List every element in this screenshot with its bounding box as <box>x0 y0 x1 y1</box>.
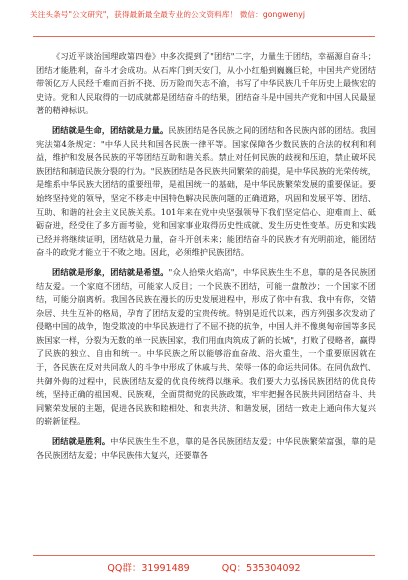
paragraph-text: 民族团结是各民族之间的团结和各民族内部的团结。我国宪法第4条规定："中华人民共和国各民族一律平等。国家保障各少数民族的合法的权利和利益，维护和发展各民族的平等团结互助和谐关系。禁止对任何民族的歧视和压迫，禁止破坏民族团结和制造民族分裂的行为。"民族团结是各民族共同繁荣的前提，是中华民族的光荣传统，是维系中华民族大团结的重要纽带，是祖国统一的基础，是中华民族繁荣发展的重要保证。要始终坚持党的领导，坚定不移走中国特色解决民族问题的正确道路，巩固和发展平等、团结、互助、和谐的社会主义民族关系。101年来在党中央坚强领导下我们坚定信心、迎难而上、砥砺奋进，经受住了多方面考验，党和国家事业取得历史性成就、发生历史性变革。历史和实践已经并将继续证明，团结就是力量，奋斗开创未来；能团结奋斗的民族才有光明前途，能团结奋斗的政党才能立于不败之地。因此，必须维护民族团结。 <box>36 124 376 258</box>
header-banner: 关注头条号"公文研究"，获得最新最全最专业的公文资料库！ 微信：gongwenyj <box>30 10 306 19</box>
paragraph-intro <box>36 50 376 118</box>
paragraph-text: 《习近平谈治国理政第四卷》中多次提到了"团结"二字，力量生于团结，幸福源自奋斗；团结才能胜利，奋斗才会成功。从石库门到天安门，从小小红船到巍巍巨轮，中国共产党团结带领亿万人民经千难而百折不挠、历万险而矢志不渝，书写了中华民族几千年历史上最恢宏的史诗。党和人民取得的一切成就都是团结奋斗的结果，团结奋斗是中国共产党和中国人民最显著的精神标识。 <box>36 51 376 116</box>
footer-qq: QQ：535304092 <box>221 563 301 574</box>
paragraph-text: 中华民族生生不息，靠的是各民族团结友爱；中华民族繁荣富强，靠的是各民族团结友爱；中华民族伟大复兴，还要靠各 <box>36 436 376 460</box>
paragraph-victory <box>36 435 376 462</box>
paragraph-lead: 团结就是胜利。 <box>52 436 111 447</box>
paragraph-text: "众人拾柴火焰高"，中华民族生生不息，靠的是各民族团结友爱。一个家庭不团结，可能家人反目；一个民族不团结，可能一盘散沙；一个国家不团结，可能分崩离析。我国各民族在漫长的历史发展进程中，形成了你中有我、我中有你，交错杂居、共生互补的格局，孕育了团结友爱的宝贵传统。特别是近代以来，西方列强多次发动了侵略中国的战争，饱受欺凌的中华民族进行了不屈不挠的抗争，中国人并不像奥匈帝国等多民族国家一样，分裂为无数的单一民族国家，我们用血肉筑成了新的长城"，打败了侵略者，赢得了民族的独立、自由和统一。中华民族之所以能够浴血奋战、浴火重生，一个重要原因就在于，各民族在反对共同敌人的斗争中形成了休戚与共、荣辱一体的命运共同体。在同仇敌忾、共御外侮的过程中，民族团结友爱的优良传统得以继承。我们要大力弘扬民族团结的优良传统，坚持正确的祖国观、民族观，全面贯彻党的民族政策，牢牢把握各民族共同团结奋斗、共同繁荣发展的主题，促进各民族和睦相处、和衷共济、和谐发展，团结一致走上通向伟大复兴的崭新征程。 <box>36 266 376 427</box>
document-body <box>36 50 376 468</box>
paragraph-lead: 团结就是生命，团结就是力量。 <box>52 124 169 135</box>
paragraph-lead: 团结就是形象，团结就是希望。 <box>52 266 169 277</box>
footer-divider <box>33 555 375 556</box>
paragraph-life-strength <box>36 124 376 260</box>
footer-contact <box>0 560 408 574</box>
page-footer <box>0 555 408 580</box>
page-header <box>0 0 408 44</box>
footer-qq-group: QQ群：31991489 <box>107 563 190 574</box>
paragraph-image-hope <box>36 266 376 429</box>
header-divider <box>33 36 375 37</box>
